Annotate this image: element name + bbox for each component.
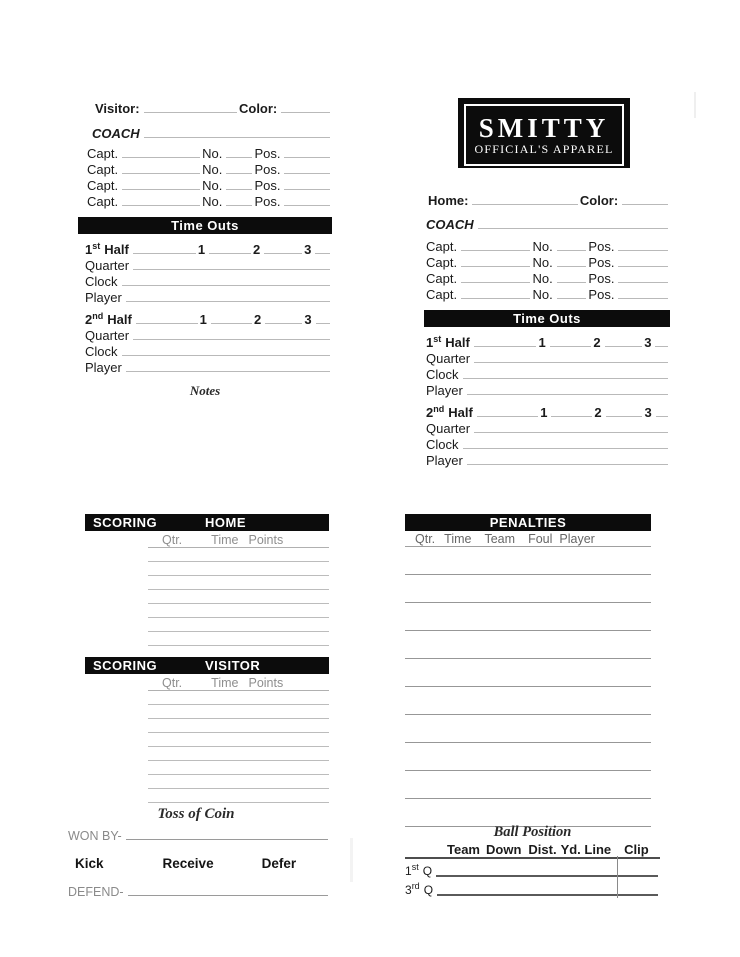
- timeout-line: [655, 346, 668, 347]
- ruled-line: [148, 632, 329, 646]
- no-line: [226, 205, 252, 206]
- penalties-headers: [405, 531, 651, 547]
- clock-line: [122, 285, 330, 286]
- first-quarter-label: 1st Q: [405, 862, 433, 878]
- receive-option: Receive: [162, 856, 214, 871]
- ruled-line: [405, 715, 651, 743]
- coach-label: COACH: [92, 126, 140, 141]
- no-label: No.: [532, 271, 553, 286]
- timeout-line: [211, 323, 252, 324]
- pos-line: [618, 298, 668, 299]
- toss-options-row: [62, 856, 330, 871]
- first-half-row: [78, 241, 332, 257]
- visitor-name-line: [144, 112, 237, 113]
- second-half-row: [78, 311, 332, 327]
- home-card: [424, 92, 670, 468]
- col-qtr: Qtr.: [415, 532, 436, 546]
- no-label: No.: [532, 255, 553, 270]
- capt-label: Capt.: [87, 178, 119, 193]
- player-row: [78, 289, 332, 305]
- col-player: Player: [559, 532, 595, 546]
- col-qtr: Qtr.: [162, 676, 183, 690]
- capt-row: [78, 161, 332, 177]
- scoring-visitor-bar: [85, 657, 329, 674]
- quarter-line: [133, 269, 330, 270]
- timeout-col-2: 2: [253, 242, 261, 257]
- clock-row: [424, 436, 670, 452]
- defend-row: [62, 883, 330, 899]
- quarter-line: [474, 432, 668, 433]
- kick-option: Kick: [75, 856, 104, 871]
- pos-line: [618, 266, 668, 267]
- ruled-line: [148, 789, 329, 803]
- capt-row: [78, 193, 332, 209]
- pos-line: [618, 282, 668, 283]
- timeout-line: [656, 416, 668, 417]
- won-by-row: [62, 827, 330, 843]
- pos-line: [284, 189, 330, 190]
- capt-row: [424, 254, 670, 270]
- quarter-row: [78, 327, 332, 343]
- third-quarter-label: 3rd Q: [405, 881, 434, 897]
- capt-row: [78, 177, 332, 193]
- quarter-row: [424, 350, 670, 366]
- timeout-col-2: 2: [594, 405, 602, 420]
- quarter-line: [133, 339, 330, 340]
- second-half-label: 2nd Half: [426, 404, 473, 420]
- defer-option: Defer: [261, 856, 297, 871]
- col-points: Points: [248, 533, 284, 547]
- player-line: [126, 301, 330, 302]
- clock-row: [78, 343, 332, 359]
- quarter-label: Quarter: [426, 351, 471, 366]
- smitty-logo-title: SMITTY: [478, 112, 610, 143]
- timeout-line: [551, 416, 592, 417]
- no-line: [226, 189, 252, 190]
- col-points: Points: [248, 676, 284, 690]
- visitor-card: [78, 100, 332, 399]
- pos-label: Pos.: [254, 178, 281, 193]
- clock-label: Clock: [426, 367, 459, 382]
- third-quarter-row: [405, 878, 660, 897]
- player-line: [467, 464, 668, 465]
- clock-row: [78, 273, 332, 289]
- player-label: Player: [426, 383, 463, 398]
- pos-label: Pos.: [254, 146, 281, 161]
- col-down: Down: [486, 842, 522, 857]
- no-line: [226, 157, 252, 158]
- timeout-col-3: 3: [304, 312, 312, 327]
- capt-label: Capt.: [87, 146, 119, 161]
- ball-position-title: Ball Position: [493, 824, 572, 840]
- timeout-col-3: 3: [644, 405, 652, 420]
- pos-label: Pos.: [588, 239, 615, 254]
- color-line: [281, 112, 330, 113]
- timeout-col-1: 1: [199, 312, 207, 327]
- home-name-line: [472, 204, 577, 205]
- ruled-line: [148, 562, 329, 576]
- clock-line: [463, 378, 668, 379]
- ruled-line: [148, 691, 329, 705]
- notes-label: Notes: [189, 383, 221, 398]
- capt-line: [461, 298, 530, 299]
- pos-label: Pos.: [588, 255, 615, 270]
- captains-block: [78, 145, 332, 209]
- capt-line: [122, 189, 200, 190]
- timeout-line: [264, 253, 302, 254]
- capt-line: [122, 205, 200, 206]
- timeout-line: [550, 346, 592, 347]
- ball-position-section: [405, 824, 660, 897]
- ruled-line: [405, 687, 651, 715]
- quarter-label: Quarter: [85, 258, 130, 273]
- timeout-line: [209, 253, 251, 254]
- timeout-col-3: 3: [644, 335, 652, 350]
- ruled-line: [405, 659, 651, 687]
- second-half-row: [424, 404, 670, 420]
- capt-row: [424, 238, 670, 254]
- home-header-row: [424, 192, 670, 208]
- color-label: Color:: [579, 193, 619, 208]
- ruled-line: [405, 575, 651, 603]
- player-line: [467, 394, 668, 395]
- timeout-col-2: 2: [254, 312, 262, 327]
- first-quarter-row: [405, 859, 660, 878]
- ruled-line: [148, 705, 329, 719]
- ruled-line: [148, 775, 329, 789]
- toss-title: Toss of Coin: [157, 806, 235, 822]
- timeout-col-2: 2: [593, 335, 601, 350]
- clock-label: Clock: [85, 344, 118, 359]
- pos-label: Pos.: [588, 271, 615, 286]
- won-by-label: WON BY-: [68, 829, 122, 843]
- timeout-line: [474, 346, 537, 347]
- no-label: No.: [532, 239, 553, 254]
- scoring-bar-label: SCORING: [93, 658, 158, 673]
- capt-line: [461, 266, 530, 267]
- ruled-line: [148, 733, 329, 747]
- second-half-label: 2nd Half: [85, 311, 132, 327]
- coach-line: [144, 137, 330, 138]
- timeout-line: [477, 416, 538, 417]
- clock-label: Clock: [426, 437, 459, 452]
- col-foul: Foul: [528, 532, 553, 546]
- first-half-label: 1st Half: [426, 334, 470, 350]
- smitty-logo-inner: [464, 104, 624, 166]
- capt-line: [461, 250, 530, 251]
- scoring-headers: [148, 533, 329, 548]
- clock-line: [122, 355, 330, 356]
- player-label: Player: [426, 453, 463, 468]
- quarter-label: Quarter: [426, 421, 471, 436]
- timeouts-bar: Time Outs: [424, 310, 670, 327]
- capt-label: Capt.: [426, 255, 458, 270]
- no-label: No.: [532, 287, 553, 302]
- ruled-line: [405, 603, 651, 631]
- quarter-label: Quarter: [85, 328, 130, 343]
- timeout-line: [133, 253, 196, 254]
- capt-label: Capt.: [87, 162, 119, 177]
- capt-label: Capt.: [426, 287, 458, 302]
- col-time: Time: [211, 676, 239, 690]
- ruled-line: [148, 761, 329, 775]
- quarter-row: [78, 257, 332, 273]
- player-row: [424, 382, 670, 398]
- timeouts-bar: Time Outs: [78, 217, 332, 234]
- penalties-bar: PENALTIES: [405, 514, 651, 531]
- player-row: [78, 359, 332, 375]
- col-team: Team: [484, 532, 516, 546]
- clock-line: [463, 448, 668, 449]
- smitty-logo: [458, 98, 630, 168]
- col-team: Team: [447, 842, 480, 857]
- clip-column-divider: [617, 856, 618, 898]
- col-time: Time: [211, 533, 239, 547]
- timeout-col-3: 3: [304, 242, 312, 257]
- player-label: Player: [85, 360, 122, 375]
- timeout-line: [316, 323, 330, 324]
- col-yd-line: Yd. Line: [560, 842, 612, 857]
- ruled-line: [405, 771, 651, 799]
- timeout-line: [605, 346, 643, 347]
- timeout-col-1: 1: [538, 335, 546, 350]
- capt-line: [122, 173, 200, 174]
- ruled-line: [148, 747, 329, 761]
- visitor-header-row: [78, 100, 332, 116]
- player-row: [424, 452, 670, 468]
- ruled-line: [148, 576, 329, 590]
- clock-label: Clock: [85, 274, 118, 289]
- smitty-logo-subtitle: OFFICIAL'S APPAREL: [474, 141, 614, 156]
- first-quarter-line: [436, 875, 658, 877]
- capt-label: Capt.: [87, 194, 119, 209]
- timeout-line: [136, 323, 198, 324]
- timeout-line: [606, 416, 643, 417]
- ruled-line: [405, 547, 651, 575]
- ruled-line: [148, 590, 329, 604]
- pos-line: [284, 173, 330, 174]
- captains-block: [424, 238, 670, 302]
- capt-label: Capt.: [426, 271, 458, 286]
- color-line: [622, 204, 668, 205]
- timeout-col-1: 1: [540, 405, 548, 420]
- capt-line: [122, 157, 200, 158]
- scan-artifact: [350, 838, 353, 882]
- no-label: No.: [202, 162, 223, 177]
- no-line: [557, 266, 587, 267]
- scoring-visitor-section: [85, 657, 329, 803]
- coach-label: COACH: [426, 217, 474, 232]
- scoring-visitor-lines: [85, 691, 329, 803]
- scan-artifact: [694, 92, 696, 118]
- no-line: [557, 282, 587, 283]
- pos-label: Pos.: [588, 287, 615, 302]
- capt-row: [424, 270, 670, 286]
- timeout-line: [315, 253, 330, 254]
- no-label: No.: [202, 146, 223, 161]
- coach-row: [78, 125, 332, 141]
- ball-position-headers: [405, 841, 660, 859]
- ruled-line: [148, 618, 329, 632]
- capt-label: Capt.: [426, 239, 458, 254]
- defend-label: DEFEND-: [68, 885, 124, 899]
- ruled-line: [405, 631, 651, 659]
- coach-line: [478, 228, 668, 229]
- ruled-line: [405, 743, 651, 771]
- coach-row: [424, 216, 670, 232]
- scoring-home-bar: [85, 514, 329, 531]
- capt-row: [424, 286, 670, 302]
- clock-row: [424, 366, 670, 382]
- pos-line: [618, 250, 668, 251]
- col-qtr: Qtr.: [162, 533, 183, 547]
- first-half-label: 1st Half: [85, 241, 129, 257]
- no-line: [226, 173, 252, 174]
- visitor-label: Visitor:: [95, 101, 140, 116]
- pos-line: [284, 205, 330, 206]
- pos-line: [284, 157, 330, 158]
- ruled-line: [405, 799, 651, 827]
- toss-of-coin-section: [62, 806, 330, 899]
- capt-row: [78, 145, 332, 161]
- defend-line: [128, 895, 328, 896]
- timeout-line: [265, 323, 302, 324]
- home-label: Home:: [428, 193, 469, 208]
- first-half-row: [424, 334, 670, 350]
- pos-label: Pos.: [254, 194, 281, 209]
- no-label: No.: [202, 178, 223, 193]
- scoring-home-lines: [85, 548, 329, 660]
- col-time: Time: [444, 532, 472, 546]
- quarter-row: [424, 420, 670, 436]
- scoring-bar-team: VISITOR: [205, 658, 261, 673]
- capt-line: [461, 282, 530, 283]
- color-label: Color:: [238, 101, 278, 116]
- col-clip: Clip: [624, 842, 649, 857]
- penalties-section: [405, 514, 651, 827]
- third-quarter-line: [437, 894, 658, 896]
- col-dist: Dist.: [528, 842, 557, 857]
- no-line: [557, 298, 587, 299]
- penalties-lines: [405, 547, 651, 827]
- scoring-bar-team: HOME: [205, 515, 246, 530]
- timeout-col-1: 1: [197, 242, 206, 257]
- no-line: [557, 250, 587, 251]
- scoring-home-section: [85, 514, 329, 660]
- pos-label: Pos.: [254, 162, 281, 177]
- scoring-bar-label: SCORING: [93, 515, 158, 530]
- ruled-line: [148, 548, 329, 562]
- quarter-line: [474, 362, 668, 363]
- no-label: No.: [202, 194, 223, 209]
- ruled-line: [148, 719, 329, 733]
- player-label: Player: [85, 290, 122, 305]
- ruled-line: [148, 604, 329, 618]
- scoring-headers: [148, 676, 329, 691]
- won-by-line: [126, 839, 328, 840]
- player-line: [126, 371, 330, 372]
